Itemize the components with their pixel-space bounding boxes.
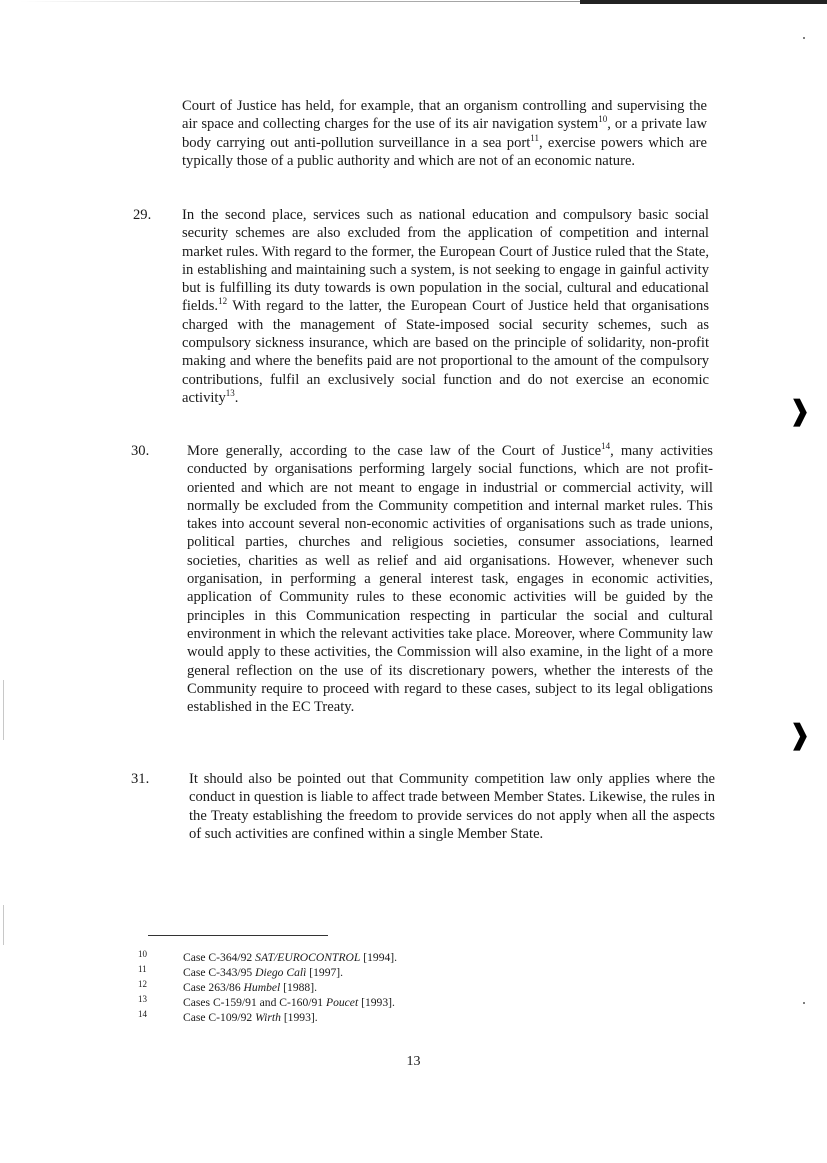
footnote-number: 13 (138, 994, 147, 1004)
scan-top-edge (0, 0, 827, 10)
paragraph-number-30: 30. (131, 443, 150, 459)
scan-speck (803, 37, 805, 39)
continuation-text-2: , or a private law body carrying out anti-pollution surveillance in a sea port (182, 116, 707, 151)
footnote-number: 10 (138, 949, 147, 959)
footnote-12: Case 263/86 Humbel [1988]. (183, 981, 317, 994)
scan-speck (803, 1002, 805, 1004)
paragraph-29-text-2: With regard to the latter, the European Court of Justice held that organisations charged with the management of State-imposed social security schemes, such as compulsory sickness insurance, which are based on the principle of solidarity, non-profit making and where the benefits paid are not proportional to the amount of the compulsory contributions, fulfil an exclusively social function and do not exercise an economic activity (182, 298, 709, 406)
footnote-number: 11 (138, 964, 147, 974)
scan-margin-line (3, 905, 4, 945)
paragraph-31-text-1: It should also be pointed out that Community competition law only applies where the conduct in question is liable to affect trade between Member States. Likewise, the rules in the Treaty establishing the freedom to provide services do not apply when all the aspects of such activities are confined within a single Member State. (189, 771, 715, 842)
paragraph-30-text-1: More generally, according to the case law of the Court of Justice (187, 443, 602, 459)
paragraph-number-31: 31. (131, 771, 150, 787)
page-number: 13 (406, 1054, 421, 1069)
footnote-ref-10: 10 (598, 114, 608, 125)
footnote-10: Case C-364/92 SAT/EUROCONTROL [1994]. (183, 951, 398, 964)
footnote-14: Case C-109/92 Wirth [1993]. (183, 1011, 318, 1024)
paragraph-number-29: 29. (133, 207, 152, 223)
footnote-number: 12 (138, 979, 147, 989)
footnote-ref-11: 11 (530, 132, 539, 143)
footnote-13: Cases C-159/91 and C-160/91 Poucet [1993]. (183, 996, 395, 1009)
punch-hole-mark: ❱ (788, 394, 812, 427)
footnote-ref-13: 13 (225, 387, 235, 398)
paragraph-29 (182, 206, 709, 407)
continuation-text-1: Court of Justice has held, for example, that an organism controlling and supervising the air space and collecting charges for the use of its air navigation system (182, 98, 707, 133)
punch-hole-mark: ❱ (788, 718, 812, 751)
paragraph-30-text-2: , many activities conducted by organisations performing largely social functions, which are not profit-oriented and which are not meant to engage in industrial or commercial activity, will normally be excluded from the Community competition and internal market rules. This takes into account several non-economic activities of organisations such as trade unions, political parties, churches and religious societies, consumer associations, learned societies, charities as well as relief and aid organisations. However, whenever such organisation, in performing a general interest task, engages in economic activities, application of Community rules to these economic activities will be guided by the principles in this Communication respecting in particular the social and cultural environment in which the relevant activities take place. Moreover, where Community law would apply to these activities, the Commission will also examine, in the light of a more general reflection on the use of its discretionary powers, whether the interests of the Community require to proceed with regard to these cases, subject to its legal obligations established in the EC Treaty. (187, 443, 713, 716)
paragraph-29-text-1: In the second place, services such as national education and compulsory basic social security schemes are also excluded from the application of competition and internal market rules. With regard to the former, the European Court of Justice ruled that the State, in establishing and maintaining such a system, is not seeking to engage in gainful activity but is fulfilling its duty towards is own population in the social, cultural and educational fields. (182, 207, 709, 315)
footnote-number: 14 (138, 1009, 147, 1019)
scan-margin-line (3, 680, 4, 740)
paragraph-28-continuation (182, 97, 707, 170)
footnote-ref-12: 12 (218, 296, 228, 307)
footnote-11: Case C-343/95 Diego Calì [1997]. (183, 966, 344, 979)
footnote-ref-14: 14 (601, 441, 611, 451)
paragraph-30 (187, 442, 713, 716)
paragraph-29-text-3: . (234, 389, 239, 406)
paragraph-31 (189, 770, 715, 843)
footnote-separator (148, 935, 328, 936)
continuation-text-3: , exercise powers which are typically those of a public authority and which are not of an economic nature. (182, 134, 707, 169)
